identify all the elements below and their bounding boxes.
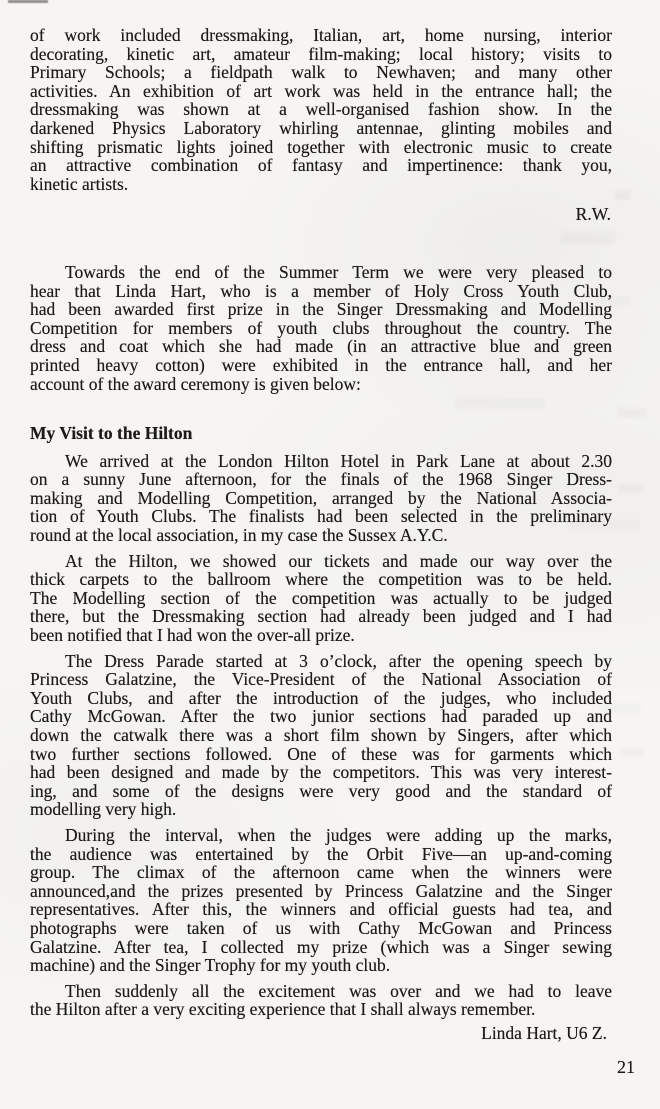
text-line: the Hilton after a very exciting experience that I shall always remember. xyxy=(30,999,536,1020)
text-line: group. The climax of the afternoon came when the winners were xyxy=(30,862,612,883)
para-at-the-hilton xyxy=(30,552,612,645)
text-line: tion of Youth Clubs. The finalists had been selected in the preliminary xyxy=(30,506,612,527)
attribution-initials: R.W. xyxy=(575,204,611,225)
para-interval xyxy=(30,826,612,975)
text-line: had been designed and made by the competitors. This was very interest- xyxy=(30,762,612,783)
text-line: During the interval, when the judges were adding up the marks, xyxy=(65,824,612,845)
text-line: hear that Linda Hart, who is a member of Holy Cross Youth Club, xyxy=(30,280,612,301)
text-line: At the Hilton, we showed our tickets and made our way over the xyxy=(65,550,612,571)
scan-artifact xyxy=(8,0,48,3)
text-line: photographs were taken of us with Cathy McGowan and Princess xyxy=(30,917,612,938)
text-line: We arrived at the London Hilton Hotel in Park Lane at about 2.30 xyxy=(65,450,612,471)
text-line: representatives. After this, the winners and official guests had tea, and xyxy=(30,899,612,920)
para-arrival xyxy=(30,452,612,545)
showthrough-mark xyxy=(618,484,644,493)
text-line: on a sunny June afternoon, for the finals of the 1968 Singer Dress- xyxy=(30,469,612,490)
text-line: printed heavy cotton) were exhibited in the entrance hall, and her xyxy=(30,354,612,375)
text-line: Princess Galatzine, the Vice-President of the National Association of xyxy=(30,669,612,690)
text-line: Galatzine. After tea, I collected my prize (which was a Singer sewing xyxy=(30,936,612,957)
text-line: thick carpets to the ballroom where the competition was to be held. xyxy=(30,569,612,590)
author-signature: Linda Hart, U6 Z. xyxy=(481,1022,607,1043)
text-line: had been awarded first prize in the Singer Dressmaking and Modelling xyxy=(30,299,612,320)
text-line: down the catwalk there was a short film shown by Singers, after which xyxy=(30,725,612,745)
text-line: Cathy McGowan. After the two junior sections had paraded up and xyxy=(30,706,612,727)
text-line: round at the local association, in my case the Sussex A.Y.C. xyxy=(30,525,448,546)
text-column xyxy=(30,26,612,1043)
text-line: darkened Physics Laboratory whirling antennae, glinting mobiles and xyxy=(30,117,612,138)
text-line: Primary Schools; a fieldpath walk to Newhaven; and many other xyxy=(30,62,612,83)
text-line: modelling very high. xyxy=(30,799,177,820)
text-line: there, but the Dressmaking section had already been judged and I had xyxy=(30,606,612,627)
text-line: shifting prismatic lights joined together with electronic music to create xyxy=(30,136,612,157)
text-line: Competition for members of youth clubs throughout the country. The xyxy=(30,317,612,338)
section-heading: My Visit to the Hilton xyxy=(30,423,193,444)
text-line: dress and coat which she had made (in an attractive blue and green xyxy=(30,336,612,357)
text-line: dressmaking was shown at a well-organised fashion show. In the xyxy=(30,99,612,120)
text-line: been notified that I had won the over-all prize. xyxy=(30,625,355,646)
text-line: The Modelling section of the competition was actually to be judged xyxy=(30,587,612,608)
text-line: two further sections followed. One of these was for garments which xyxy=(30,743,612,764)
text-line: announced,and the prizes presented by Princess Galatzine and the Singer xyxy=(30,880,612,901)
text-line: decorating, kinetic art, amateur film-making; local history; visits to xyxy=(30,43,612,64)
para-dress-parade xyxy=(30,652,612,819)
para-leaving xyxy=(30,982,612,1019)
para-linda-hart-award xyxy=(30,263,612,393)
text-line: ing, and some of the designs were very good and the standard of xyxy=(30,780,612,801)
text-line: The Dress Parade started at 3 o’clock, after the opening speech by xyxy=(65,650,612,671)
text-line: account of the award ceremony is given below: xyxy=(30,373,361,394)
text-line: making and Modelling Competition, arranged by the National Associa- xyxy=(30,487,612,508)
text-line: kinetic artists. xyxy=(30,173,129,194)
text-line: Then suddenly all the excitement was over and we had to leave xyxy=(65,980,612,1001)
showthrough-mark xyxy=(622,748,644,757)
text-line: Youth Clubs, and after the introduction of the judges, who included xyxy=(30,687,612,708)
text-line: activities. An exhibition of art work was held in the entrance hall; the xyxy=(30,80,612,101)
text-line: of work included dressmaking, Italian, art, home nursing, interior xyxy=(30,25,612,45)
para-activities xyxy=(30,26,612,193)
text-line: machine) and the Singer Trophy for my youth club. xyxy=(30,955,391,976)
text-line: Towards the end of the Summer Term we were very pleased to xyxy=(65,261,612,282)
text-line: an attractive combination of fantasy and impertinence: thank you, xyxy=(30,155,612,176)
showthrough-mark xyxy=(615,190,631,200)
showthrough-mark xyxy=(617,408,647,418)
page-number: 21 xyxy=(617,1057,635,1077)
text-line: the audience was entertained by the Orbit Five—an up-and-coming xyxy=(30,843,612,864)
